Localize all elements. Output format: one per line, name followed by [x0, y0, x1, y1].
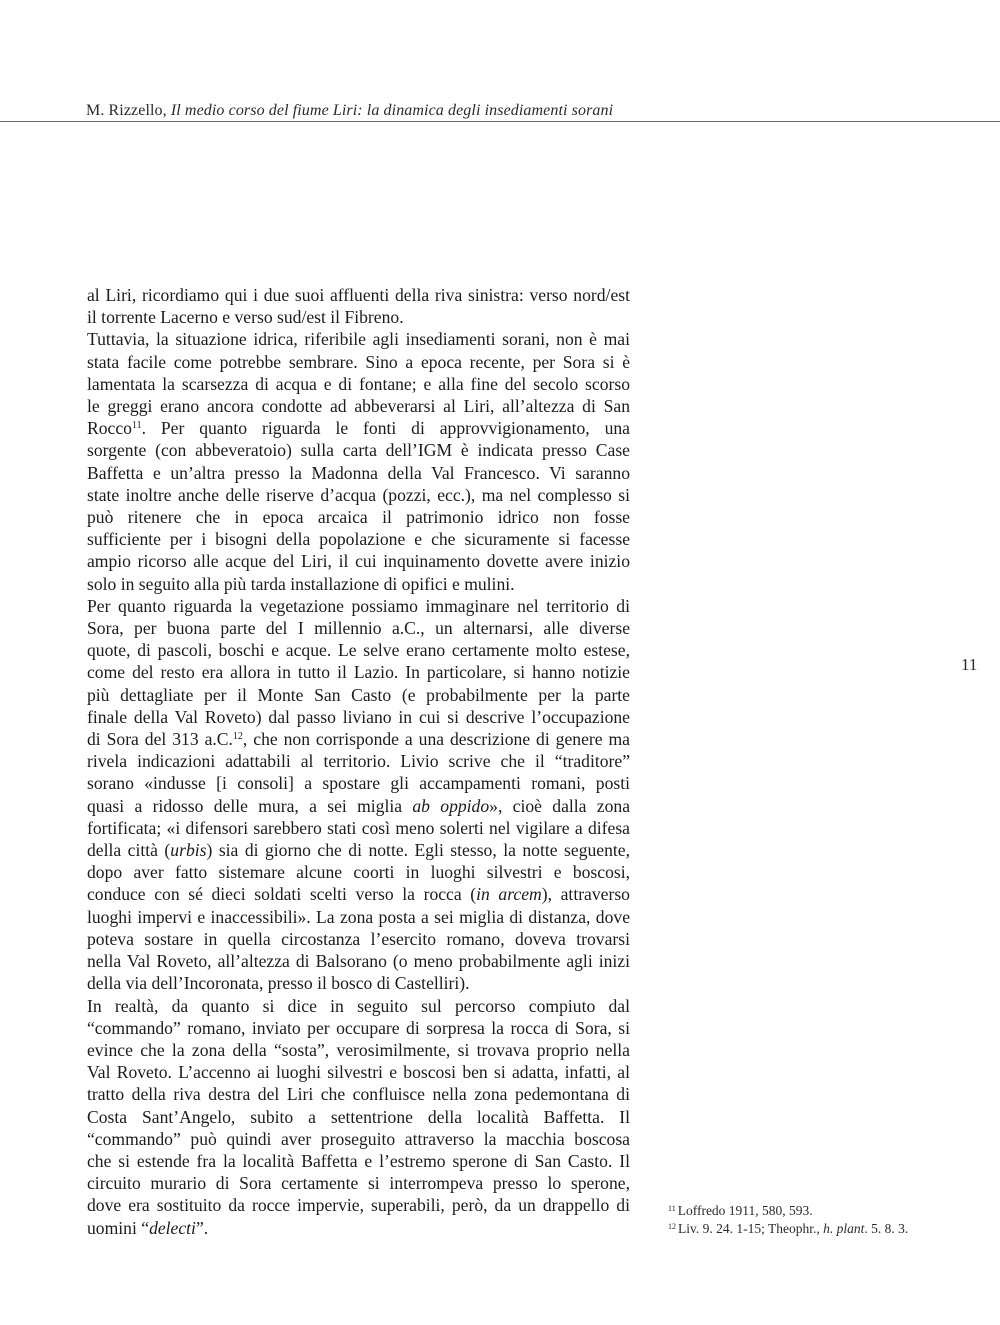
body-line — [87, 861, 630, 883]
line-text: sorgente (con abbeveratoio) sulla carta dell’IGM è indicata presso Case — [87, 440, 630, 461]
line-text-after: ”. — [195, 1217, 209, 1238]
line-text: quasi a ridosso delle mura, a sei miglia — [87, 795, 413, 816]
line-text: stata facile come potrebbe sembrare. Sino a epoca recente, per Sora si è — [87, 351, 630, 372]
body-line — [87, 661, 630, 683]
body-line — [87, 1194, 630, 1216]
line-text: tratto della riva destra del Liri che confluisce nella zona pedemontana di — [87, 1084, 630, 1105]
line-text: uomini “ — [87, 1217, 150, 1238]
footnote — [668, 1220, 968, 1238]
body-text — [87, 284, 630, 1239]
line-text-after: . Per quanto riguarda le fonti di approvvigionamento, una — [141, 418, 630, 439]
body-line — [87, 772, 630, 794]
line-text: solo in seguito alla più tarda installazione di opifici e mulini. — [87, 573, 515, 594]
body-line — [87, 573, 630, 595]
line-text: rivela indicazioni adattabili al territorio. Livio scrive che il “traditore” — [87, 751, 630, 772]
line-text: luoghi impervi e inaccessibili». La zona posta a sei miglia di distanza, dove — [87, 906, 630, 927]
line-text: più dettagliate per il Monte San Casto (e probabilmente per la parte — [87, 684, 630, 705]
header-rule — [0, 121, 1000, 122]
body-line — [87, 839, 630, 861]
body-line — [87, 506, 630, 528]
line-italic: delecti — [149, 1217, 196, 1238]
body-line — [87, 1150, 630, 1172]
footnote-number: 11 — [668, 1204, 676, 1213]
running-header — [86, 102, 613, 120]
body-line — [87, 639, 630, 661]
line-text: dopo aver fatto sistemare alcune coorti in luoghi silvestri e boscosi, — [87, 862, 630, 883]
line-text: della via dell’Incoronata, presso il bosco di Castelliri). — [87, 973, 470, 994]
body-line — [87, 1172, 630, 1194]
line-text: ampio ricorso alle acque del Liri, il cui inquinamento dovette avere inizio — [87, 551, 630, 572]
body-line — [87, 351, 630, 373]
line-text: poteva sostare in quella circostanza l’esercito romano, doveva trovarsi — [87, 928, 630, 949]
line-text: sorano «indusse [i consoli] a spostare gli accampamenti romani, posti — [87, 773, 630, 794]
body-line — [87, 484, 630, 506]
line-text: In realtà, da quanto si dice in seguito sul percorso compiuto dal — [87, 995, 630, 1016]
body-line — [87, 972, 630, 994]
line-italic: ab oppido — [412, 795, 490, 816]
body-line — [87, 906, 630, 928]
page-number: 11 — [961, 655, 978, 674]
line-text: Rocco — [87, 418, 132, 439]
body-line — [87, 684, 630, 706]
line-text: fortificata; «i difensori sarebbero stati così meno solerti nel vigilare a difesa — [87, 817, 630, 838]
footnote-number: 12 — [668, 1222, 676, 1231]
header-title: Il medio corso del fiume Liri: la dinamica degli insediamenti sorani — [170, 102, 614, 119]
body-line — [87, 1017, 630, 1039]
line-text: le greggi erano ancora condotte ad abbeverarsi al Liri, all’altezza di San — [87, 396, 630, 417]
body-line — [87, 1128, 630, 1150]
line-text: state inoltre anche delle riserve d’acqua (pozzi, ecc.), ma nel complesso si — [87, 484, 630, 505]
line-text: Val Roveto. L’accenno ai luoghi silvestri e boscosi ben si adatta, infatti, al — [87, 1062, 630, 1083]
line-text: di Sora del 313 a.C. — [87, 729, 233, 750]
body-line — [87, 617, 630, 639]
line-text-after: ) sia di giorno che di notte. Egli stesso, la notte seguente, — [206, 840, 630, 861]
line-text: “commando” può quindi aver proseguito attraverso la macchia boscosa — [87, 1128, 630, 1149]
line-text: finale della Val Roveto) dal passo liviano in cui si descrive l’occupazione — [87, 706, 630, 727]
body-line — [87, 795, 630, 817]
body-line — [87, 928, 630, 950]
body-line — [87, 284, 630, 306]
line-text: circuito murario di Sora certamente si interrompeva presso lo sperone, — [87, 1173, 630, 1194]
body-line — [87, 1106, 630, 1128]
line-text: Per quanto riguarda la vegetazione possiamo immaginare nel territorio di — [87, 595, 630, 616]
line-text: Loffredo 1911, 580, 593. — [677, 1203, 813, 1218]
body-line — [87, 595, 630, 617]
body-line — [87, 1217, 630, 1239]
body-line — [87, 528, 630, 550]
line-text: che si estende fra la località Baffetta e l’estremo sperone di San Casto. Il — [87, 1150, 630, 1171]
line-text: conduce con sé dieci soldati scelti verso la rocca ( — [87, 884, 477, 905]
body-line — [87, 1039, 630, 1061]
footnote — [668, 1202, 968, 1220]
line-text-after: ), attraverso — [541, 884, 630, 905]
body-line — [87, 306, 630, 328]
line-text-after: », cioè dalla zona — [489, 795, 631, 816]
body-line — [87, 439, 630, 461]
body-line — [87, 462, 630, 484]
body-line — [87, 883, 630, 905]
line-text: dove era sostituito da rocce impervie, superabili, però, da un drappello di — [87, 1195, 630, 1216]
body-line — [87, 750, 630, 772]
line-italic: urbis — [170, 840, 207, 861]
line-text-after: , che non corrisponde a una descrizione di genere ma — [242, 729, 630, 750]
line-text: può ritenere che in epoca arcaica il patrimonio idrico non fosse — [87, 507, 630, 528]
header-author: M. Rizzello, — [86, 102, 171, 119]
body-line — [87, 550, 630, 572]
line-text: lamentata la scarsezza di acqua e di fontane; e alla fine del secolo scorso — [87, 373, 630, 394]
line-text: sufficiente per i bisogni della popolazione e che sicuramente si facesse — [87, 529, 630, 550]
line-text: Baffetta e un’altra presso la Madonna della Val Francesco. Vi saranno — [87, 462, 630, 483]
line-text: della città ( — [87, 840, 171, 861]
line-text: quote, di pascoli, boschi e acque. Le selve erano certamente molto estese, — [87, 640, 630, 661]
line-italic: h. plant — [823, 1221, 865, 1236]
line-text: Tuttavia, la situazione idrica, riferibile agli insediamenti sorani, non è mai — [87, 329, 630, 350]
line-text: nella Val Roveto, all’altezza di Balsorano (o meno probabilmente agli inizi — [87, 951, 630, 972]
footnote-ref: 12 — [232, 731, 243, 743]
body-line — [87, 328, 630, 350]
body-line — [87, 1061, 630, 1083]
line-text: Sora, per buona parte del I millennio a.C., un alternarsi, alle diverse — [87, 618, 630, 639]
body-line — [87, 395, 630, 417]
line-text: Costa Sant’Angelo, subito a settentrione della località Baffetta. Il — [87, 1106, 630, 1127]
line-italic: in arcem — [476, 884, 542, 905]
footnotes — [668, 1202, 968, 1238]
line-text-after: . 5. 8. 3. — [864, 1221, 909, 1236]
line-text: al Liri, ricordiamo qui i due suoi affluenti della riva sinistra: verso nord/est — [87, 285, 630, 305]
body-line — [87, 373, 630, 395]
line-text: “commando” romano, inviato per occupare di sorpresa la rocca di Sora, si — [87, 1017, 630, 1038]
body-line — [87, 1083, 630, 1105]
body-line — [87, 995, 630, 1017]
body-line — [87, 706, 630, 728]
line-text: Liv. 9. 24. 1-15; Theophr., — [678, 1221, 824, 1236]
line-text: come del resto era allora in tutto il Lazio. In particolare, si hanno notizie — [87, 662, 630, 683]
line-text: evince che la zona della “sosta”, verosimilmente, si trovava proprio nella — [87, 1039, 630, 1060]
line-text: il torrente Lacerno e verso sud/est il Fibreno. — [87, 307, 404, 328]
body-line — [87, 728, 630, 750]
footnote-ref: 11 — [131, 420, 142, 432]
body-line — [87, 950, 630, 972]
body-line — [87, 817, 630, 839]
body-line — [87, 417, 630, 439]
